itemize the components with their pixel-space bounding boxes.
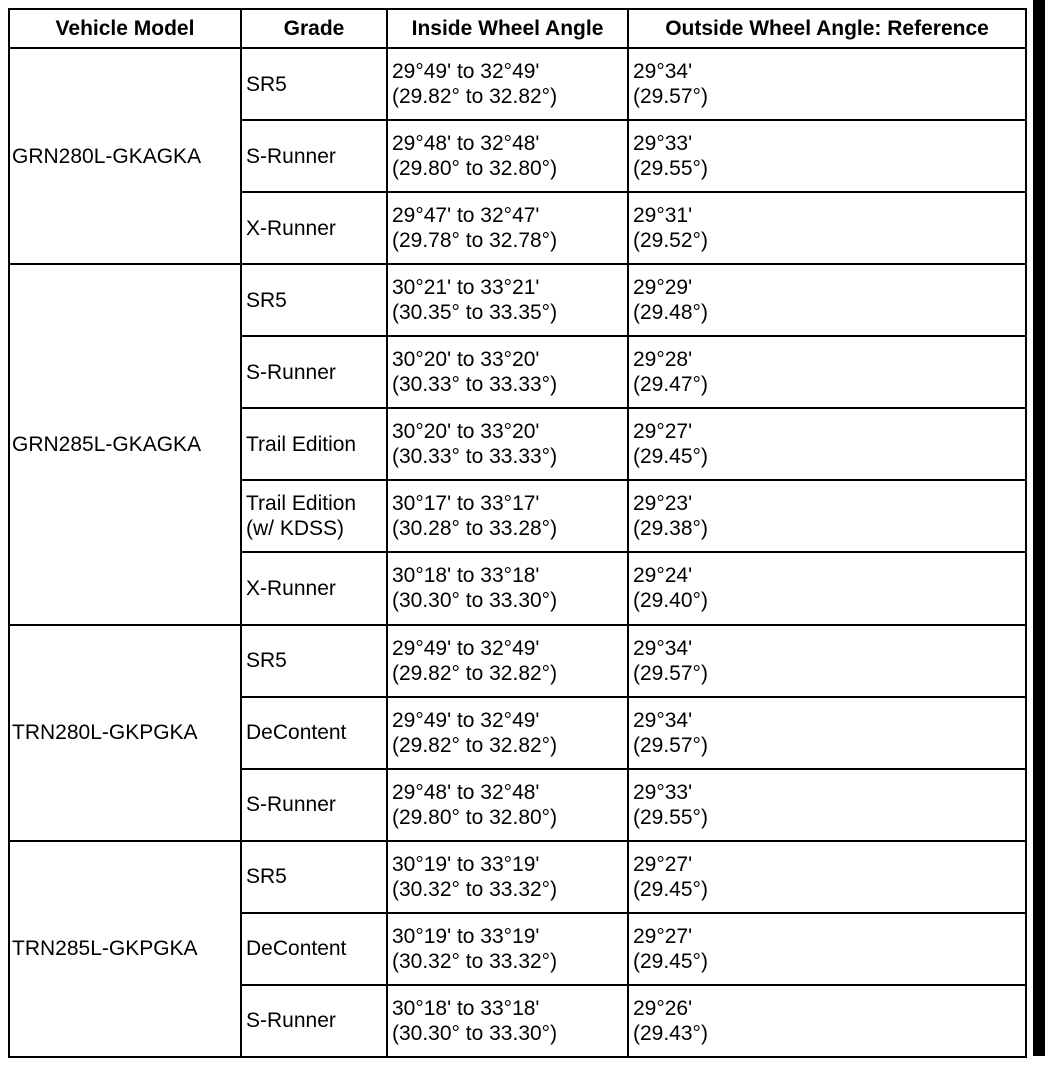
inside-angle-dms: 30°20' to 33°20'	[392, 348, 540, 372]
outside-angle-dms: 29°23'	[633, 492, 693, 516]
outside-angle-decimal: (29.57°)	[633, 733, 708, 757]
grade-line: Trail Edition	[246, 492, 357, 516]
outside-angle-decimal: (29.45°)	[633, 949, 708, 973]
inside-angle-decimal: (30.30° to 33.30°)	[392, 589, 558, 613]
inside-angle-cell	[387, 841, 628, 913]
inside-angle-dms: 29°48' to 32°48'	[392, 780, 540, 804]
inside-angle-cell	[387, 408, 628, 480]
outside-angle-decimal: (29.47°)	[633, 373, 708, 397]
vehicle-model-cell: TRN280L-GKPGKA	[9, 625, 241, 841]
grade-cell	[241, 120, 387, 192]
grade-cell	[241, 625, 387, 697]
right-edge-bar	[1033, 0, 1045, 1056]
inside-angle-decimal: (29.78° to 32.78°)	[392, 229, 558, 253]
outside-angle-decimal: (29.38°)	[633, 517, 708, 541]
inside-angle-decimal: (29.82° to 32.82°)	[392, 733, 558, 757]
grade-line: DeContent	[246, 721, 347, 745]
outside-angle-cell	[628, 264, 1026, 336]
outside-angle-dms: 29°24'	[633, 564, 693, 588]
outside-angle-cell	[628, 480, 1026, 552]
outside-angle-cell	[628, 552, 1026, 624]
inside-angle-decimal: (29.82° to 32.82°)	[392, 661, 558, 685]
outside-angle-dms: 29°34'	[633, 60, 693, 84]
outside-angle-dms: 29°31'	[633, 204, 693, 228]
grade-line: (w/ KDSS)	[246, 517, 345, 541]
outside-angle-dms: 29°33'	[633, 780, 693, 804]
inside-angle-decimal: (29.80° to 32.80°)	[392, 157, 558, 181]
grade-cell	[241, 841, 387, 913]
inside-angle-dms: 30°18' to 33°18'	[392, 996, 540, 1020]
inside-angle-cell	[387, 336, 628, 408]
inside-angle-dms: 30°18' to 33°18'	[392, 564, 540, 588]
inside-angle-cell	[387, 769, 628, 841]
wheel-angle-table	[8, 8, 1027, 1058]
inside-angle-decimal: (30.33° to 33.33°)	[392, 373, 558, 397]
grade-cell	[241, 913, 387, 985]
inside-angle-dms: 30°17' to 33°17'	[392, 492, 540, 516]
inside-angle-cell	[387, 985, 628, 1057]
outside-angle-cell	[628, 192, 1026, 264]
inside-angle-dms: 29°48' to 32°48'	[392, 132, 540, 156]
inside-angle-decimal: (30.32° to 33.32°)	[392, 949, 558, 973]
outside-angle-cell	[628, 48, 1026, 120]
inside-angle-decimal: (30.32° to 33.32°)	[392, 877, 558, 901]
grade-cell	[241, 769, 387, 841]
inside-angle-dms: 30°19' to 33°19'	[392, 924, 540, 948]
inside-angle-dms: 30°19' to 33°19'	[392, 852, 540, 876]
grade-cell	[241, 192, 387, 264]
inside-angle-dms: 29°47' to 32°47'	[392, 204, 540, 228]
outside-angle-cell	[628, 769, 1026, 841]
grade-cell	[241, 985, 387, 1057]
outside-angle-cell	[628, 625, 1026, 697]
grade-cell	[241, 480, 387, 552]
outside-angle-cell	[628, 913, 1026, 985]
inside-angle-decimal: (30.30° to 33.30°)	[392, 1021, 558, 1045]
outside-angle-dms: 29°27'	[633, 924, 693, 948]
table-row	[9, 48, 1026, 120]
outside-angle-dms: 29°28'	[633, 348, 693, 372]
outside-angle-decimal: (29.40°)	[633, 589, 708, 613]
outside-angle-dms: 29°34'	[633, 636, 693, 660]
inside-angle-dms: 30°21' to 33°21'	[392, 276, 540, 300]
inside-angle-decimal: (29.82° to 32.82°)	[392, 85, 558, 109]
inside-angle-cell	[387, 48, 628, 120]
grade-cell	[241, 264, 387, 336]
outside-angle-decimal: (29.48°)	[633, 301, 708, 325]
outside-angle-decimal: (29.43°)	[633, 1021, 708, 1045]
outside-angle-decimal: (29.57°)	[633, 85, 708, 109]
outside-angle-decimal: (29.55°)	[633, 805, 708, 829]
grade-line: DeContent	[246, 937, 347, 961]
inside-angle-decimal: (29.80° to 32.80°)	[392, 805, 558, 829]
outside-angle-cell	[628, 841, 1026, 913]
grade-cell	[241, 336, 387, 408]
inside-angle-dms: 29°49' to 32°49'	[392, 60, 540, 84]
grade-line: S-Runner	[246, 793, 336, 817]
outside-angle-decimal: (29.55°)	[633, 157, 708, 181]
outside-angle-dms: 29°27'	[633, 852, 693, 876]
inside-angle-cell	[387, 120, 628, 192]
grade-line: X-Runner	[246, 576, 336, 600]
header-row	[9, 9, 1026, 48]
grade-line: SR5	[246, 649, 287, 673]
inside-angle-decimal: (30.33° to 33.33°)	[392, 445, 558, 469]
grade-cell	[241, 552, 387, 624]
inside-angle-cell	[387, 480, 628, 552]
outside-angle-decimal: (29.45°)	[633, 877, 708, 901]
outside-angle-cell	[628, 985, 1026, 1057]
inside-angle-cell	[387, 913, 628, 985]
vehicle-model-cell: GRN280L-GKAGKA	[9, 48, 241, 264]
vehicle-model-cell: GRN285L-GKAGKA	[9, 264, 241, 624]
grade-line: SR5	[246, 288, 287, 312]
grade-line: Trail Edition	[246, 432, 357, 456]
outside-angle-decimal: (29.57°)	[633, 661, 708, 685]
outside-angle-decimal: (29.45°)	[633, 445, 708, 469]
grade-cell	[241, 48, 387, 120]
table-row	[9, 841, 1026, 913]
outside-angle-dms: 29°33'	[633, 132, 693, 156]
header-grade: Grade	[241, 9, 387, 48]
grade-cell	[241, 697, 387, 769]
inside-angle-dms: 29°49' to 32°49'	[392, 708, 540, 732]
inside-angle-cell	[387, 625, 628, 697]
header-vehicle-model: Vehicle Model	[9, 9, 241, 48]
grade-line: S-Runner	[246, 360, 336, 384]
outside-angle-decimal: (29.52°)	[633, 229, 708, 253]
inside-angle-dms: 29°49' to 32°49'	[392, 636, 540, 660]
outside-angle-cell	[628, 336, 1026, 408]
grade-line: S-Runner	[246, 144, 336, 168]
inside-angle-cell	[387, 192, 628, 264]
header-outside-wheel-angle: Outside Wheel Angle: Reference	[628, 9, 1026, 48]
outside-angle-dms: 29°34'	[633, 708, 693, 732]
inside-angle-decimal: (30.35° to 33.35°)	[392, 301, 558, 325]
outside-angle-cell	[628, 697, 1026, 769]
table-row	[9, 625, 1026, 697]
inside-angle-cell	[387, 552, 628, 624]
outside-angle-cell	[628, 408, 1026, 480]
outside-angle-dms: 29°29'	[633, 276, 693, 300]
grade-line: X-Runner	[246, 216, 336, 240]
header-inside-wheel-angle: Inside Wheel Angle	[387, 9, 628, 48]
outside-angle-dms: 29°26'	[633, 996, 693, 1020]
outside-angle-cell	[628, 120, 1026, 192]
vehicle-model-cell: TRN285L-GKPGKA	[9, 841, 241, 1057]
inside-angle-cell	[387, 697, 628, 769]
inside-angle-cell	[387, 264, 628, 336]
grade-line: S-Runner	[246, 1009, 336, 1033]
table-row	[9, 264, 1026, 336]
outside-angle-dms: 29°27'	[633, 420, 693, 444]
grade-line: SR5	[246, 865, 287, 889]
grade-cell	[241, 408, 387, 480]
grade-line: SR5	[246, 72, 287, 96]
table-body	[9, 48, 1026, 1057]
inside-angle-dms: 30°20' to 33°20'	[392, 420, 540, 444]
inside-angle-decimal: (30.28° to 33.28°)	[392, 517, 558, 541]
